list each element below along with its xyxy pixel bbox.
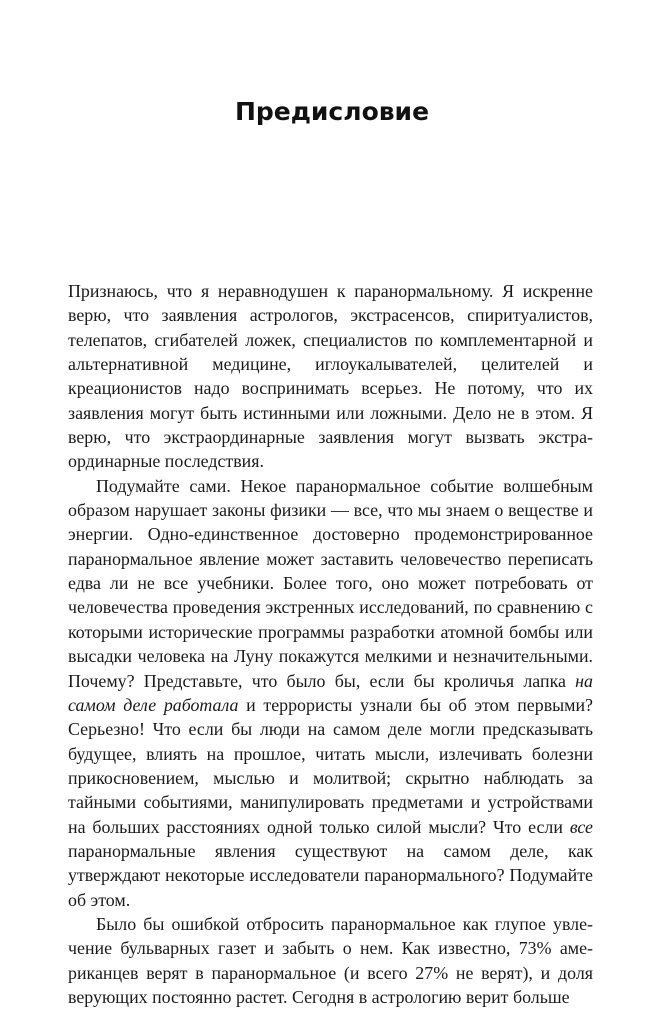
page-title: Предисловие	[234, 97, 430, 126]
text-segment: Признаюсь, что я неравнодушен к паранормальному. Я искренне верю, что заявления астрологов, экстрасенсов, спиритуалистов, телепатов, сгибателей ложек, специалистов по комплементарной и альтернативной медицине, иглоукалывателей, целителей и креационистов надо воспринимать всерьез. Не потому, что их заявления могут быть истинными или ложными. Дело не в этом. Я верю, что экстраординарные заявления могут вызвать экстраординарные последствия.	[68, 281, 593, 472]
paragraph-3	[68, 912, 593, 1009]
emphasis-text: на самом деле работала	[68, 670, 593, 715]
paragraph-1	[68, 279, 593, 474]
text-segment: паранормальные явления существуют на самом деле, как утверждают некоторые исследователи паранормального? Подумайте об этом.	[68, 840, 593, 910]
paragraph-2	[68, 474, 593, 912]
text-segment: Подумайте сами. Некое паранормальное событие волшебным образом нарушает законы физики — все, что мы знаем о веществе и энергии. Одно-единственное достоверно продемонстрированное паранормальное явление может заставить человечество переписать едва ли не все учебники. Более того, оно может потребовать от человечества проведения экстренных исследований, по сравнению с которыми исторические программы разработки атомной бомбы или высадки человека на Луну покажутся мелкими и незначительными. Почему? Представьте, что было бы, если бы кроличья лапка	[68, 475, 593, 691]
emphasis-text: все	[569, 816, 593, 837]
body-text	[68, 279, 593, 1009]
text-segment: Было бы ошибкой отбросить паранормальное как глупое увлечение бульварных газет и забыть о нем. Как известно, 73% американцев верят в паранормальное (и всего 27% не верят), и доля верующих постоянно растет. Сегодня в астрологию верит больше	[68, 913, 593, 1007]
text-segment: и террористы узнали бы об этом первыми? Серьезно! Что если бы люди на самом деле могли предсказывать будущее, влиять на прошлое, читать мысли, излечивать болезни прикосновением, мыслью и молитвой; скрытно наблюдать за тайными событиями, манипулировать предметами и устройствами на больших расстояниях одной только силой мысли? Что если	[68, 694, 593, 837]
